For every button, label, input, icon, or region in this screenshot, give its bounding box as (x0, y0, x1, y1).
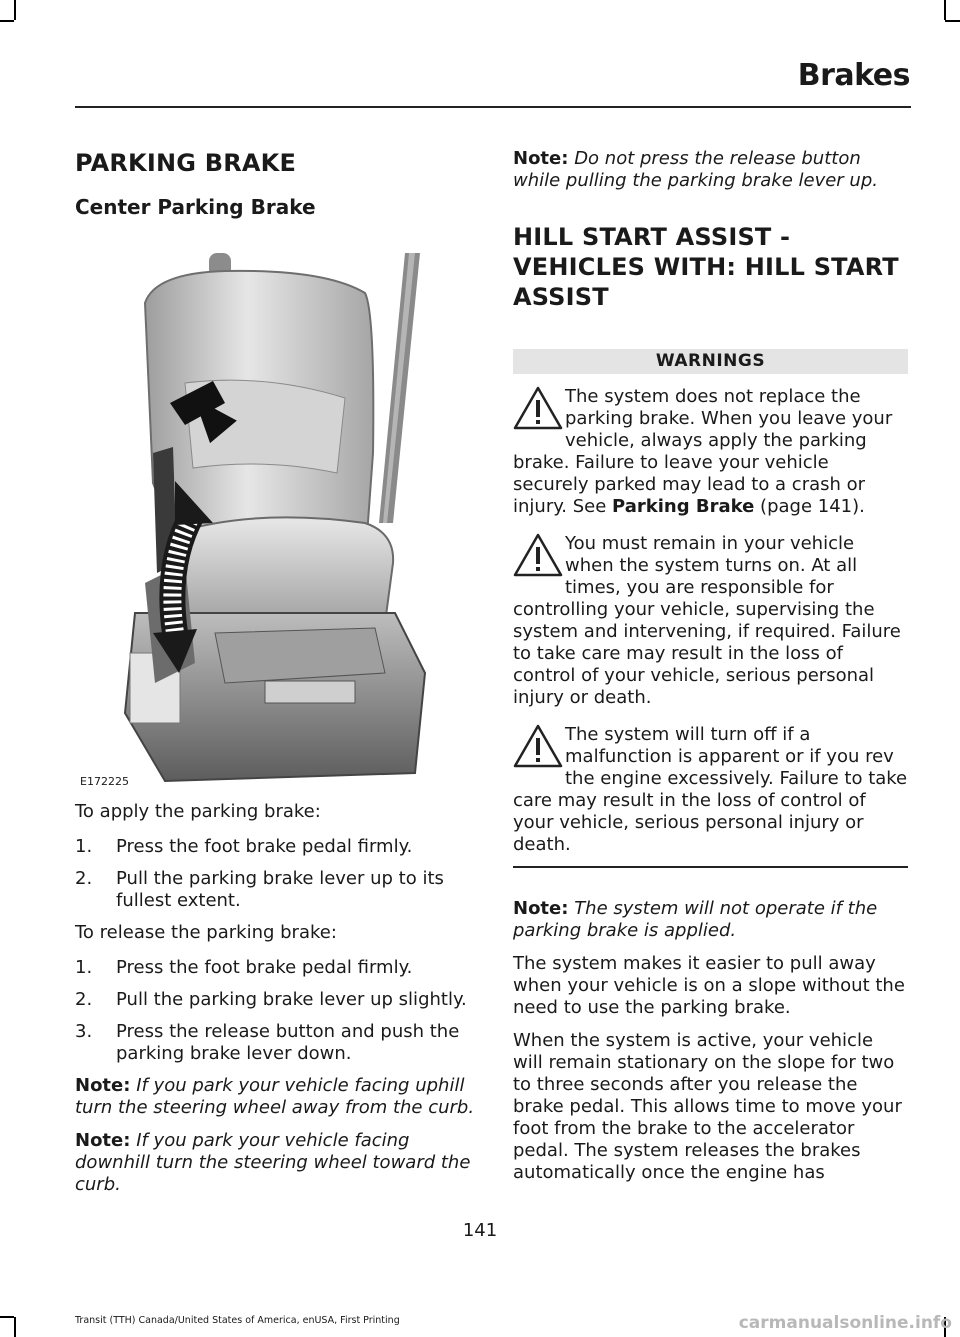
parking-brake-link[interactable]: Parking Brake (612, 496, 755, 517)
apply-steps (75, 836, 475, 912)
right-column (513, 148, 908, 1184)
list-item: 3. Press the release button and push the parking brake lever down. (75, 1021, 460, 1064)
paragraph: When the system is active, your vehicle will remain stationary on the slope for two to three seconds after you release the brake pedal. This allows time to move your foot from the brake to the accelerator pedal. The system releases the brakes automatically once the engine has (513, 1029, 902, 1183)
section-heading: HILL START ASSIST - VEHICLES WITH: HILL START ASSIST (513, 223, 899, 311)
section-heading: PARKING BRAKE (75, 149, 297, 177)
warning-triangle-icon (513, 531, 565, 579)
list-item: 1. Press the foot brake pedal firmly. (75, 957, 413, 978)
header-divider (75, 106, 911, 108)
apply-intro: To apply the parking brake: (75, 801, 321, 822)
figure-code: E172225 (80, 775, 129, 788)
list-item: 1. Press the foot brake pedal firmly. (75, 836, 413, 857)
watermark: carmanualsonline.info (738, 1313, 952, 1333)
note: Note: If you park your vehicle facing uphill turn the steering wheel away from the curb. (75, 1075, 475, 1118)
warnings-divider (513, 866, 908, 868)
warning-item: The system will turn off if a malfunction is apparent or if you rev the engine excessively. Failure to take care may result in the loss of control of your vehicle, serious personal injury or death. (513, 724, 908, 855)
note: Note: If you park your vehicle facing downhill turn the steering wheel toward the curb. (75, 1130, 471, 1195)
subsection-heading: Center Parking Brake (75, 195, 316, 219)
warning-triangle-icon (513, 384, 565, 432)
parking-brake-seat-illustration (75, 233, 455, 791)
paragraph: The system makes it easier to pull away when your vehicle is on a slope without the need to use the parking brake. (513, 952, 905, 1018)
edition-footer: Transit (TTH) Canada/United States of America, enUSA, First Printing (75, 1315, 400, 1326)
crop-mark (14, 1317, 16, 1337)
note: Note: Do not press the release button while pulling the parking brake lever up. (513, 148, 878, 191)
release-steps (75, 957, 475, 1065)
crop-mark (944, 0, 946, 20)
page-title: Brakes (797, 58, 910, 93)
warnings-header: WARNINGS (513, 349, 908, 374)
seat-illustration (75, 233, 455, 791)
warning-item: The system does not replace the parking brake. When you leave your vehicle, always apply the parking brake. Failure to leave your vehicle securely parked may lead to a crash or injury. See Parking Brake (page 141). (513, 386, 893, 517)
release-intro: To release the parking brake: (75, 922, 337, 943)
left-column (75, 148, 475, 1196)
crop-mark (945, 20, 960, 22)
list-item: 2. Pull the parking brake lever up slightly. (75, 989, 467, 1010)
note: Note: The system will not operate if the parking brake is applied. (513, 897, 878, 941)
crop-mark (0, 20, 14, 22)
list-item: 2. Pull the parking brake lever up to its fullest extent. (75, 868, 444, 911)
crop-mark (0, 1316, 14, 1318)
warning-item: You must remain in your vehicle when the system turns on. At all times, you are responsible for controlling your vehicle, supervising the system and intervening, if required. Failure to take care may result in the loss of control of your vehicle, serious personal injury or death. (513, 533, 901, 708)
page-number: 141 (462, 1220, 498, 1241)
warning-triangle-icon (513, 722, 565, 770)
crop-mark (14, 0, 16, 20)
